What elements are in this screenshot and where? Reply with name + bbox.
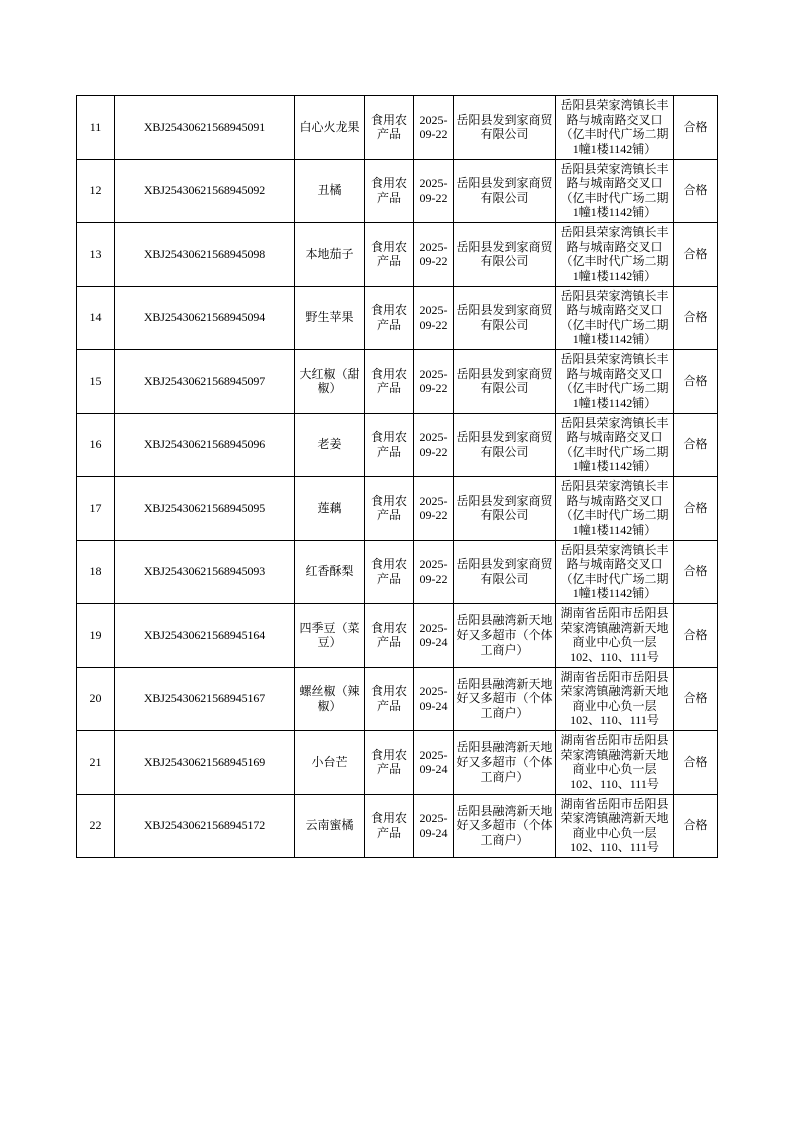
table-row (77, 350, 718, 414)
cell-index: 20 (77, 667, 115, 731)
cell-sampling-date: 2025-09-24 (414, 667, 454, 731)
cell-index: 12 (77, 159, 115, 223)
cell-sampling-date: 2025-09-24 (414, 731, 454, 795)
cell-company-address: 湖南省岳阳市岳阳县荣家湾镇融湾新天地商业中心负一层102、110、111号 (556, 731, 674, 795)
table-row (77, 223, 718, 287)
cell-company-name: 岳阳县发到家商贸有限公司 (454, 350, 556, 414)
cell-sampling-date: 2025-09-22 (414, 96, 454, 160)
cell-sample-name: 四季豆（菜豆） (295, 604, 365, 668)
cell-sample-code: XBJ25430621568945164 (115, 604, 295, 668)
cell-index: 16 (77, 413, 115, 477)
cell-sampling-date: 2025-09-22 (414, 477, 454, 541)
cell-sample-name: 野生苹果 (295, 286, 365, 350)
cell-company-address: 岳阳县荣家湾镇长丰路与城南路交叉口（亿丰时代广场二期1幢1楼1142铺） (556, 96, 674, 160)
cell-index: 14 (77, 286, 115, 350)
cell-index: 18 (77, 540, 115, 604)
cell-sample-name: 白心火龙果 (295, 96, 365, 160)
table-row (77, 477, 718, 541)
cell-company-address: 岳阳县荣家湾镇长丰路与城南路交叉口（亿丰时代广场二期1幢1楼1142铺） (556, 477, 674, 541)
cell-food-category: 食用农产品 (365, 96, 414, 160)
cell-sampling-date: 2025-09-22 (414, 350, 454, 414)
cell-sample-code: XBJ25430621568945096 (115, 413, 295, 477)
cell-index: 22 (77, 794, 115, 858)
cell-company-address: 岳阳县荣家湾镇长丰路与城南路交叉口（亿丰时代广场二期1幢1楼1142铺） (556, 223, 674, 287)
cell-company-address: 湖南省岳阳市岳阳县荣家湾镇融湾新天地商业中心负一层102、110、111号 (556, 604, 674, 668)
cell-sampling-date: 2025-09-24 (414, 794, 454, 858)
cell-inspection-result: 合格 (674, 159, 718, 223)
cell-sample-name: 云南蜜橘 (295, 794, 365, 858)
cell-sample-code: XBJ25430621568945172 (115, 794, 295, 858)
cell-index: 11 (77, 96, 115, 160)
cell-inspection-result: 合格 (674, 223, 718, 287)
cell-food-category: 食用农产品 (365, 667, 414, 731)
cell-sampling-date: 2025-09-22 (414, 223, 454, 287)
cell-company-address: 岳阳县荣家湾镇长丰路与城南路交叉口（亿丰时代广场二期1幢1楼1142铺） (556, 413, 674, 477)
table-row (77, 667, 718, 731)
cell-food-category: 食用农产品 (365, 286, 414, 350)
cell-company-address: 岳阳县荣家湾镇长丰路与城南路交叉口（亿丰时代广场二期1幢1楼1142铺） (556, 350, 674, 414)
table-row (77, 731, 718, 795)
cell-sample-name: 螺丝椒（辣椒） (295, 667, 365, 731)
cell-inspection-result: 合格 (674, 667, 718, 731)
cell-food-category: 食用农产品 (365, 794, 414, 858)
cell-food-category: 食用农产品 (365, 350, 414, 414)
table-row (77, 286, 718, 350)
cell-company-name: 岳阳县融湾新天地好又多超市（个体工商户） (454, 731, 556, 795)
cell-company-name: 岳阳县发到家商贸有限公司 (454, 413, 556, 477)
cell-company-address: 湖南省岳阳市岳阳县荣家湾镇融湾新天地商业中心负一层102、110、111号 (556, 794, 674, 858)
cell-food-category: 食用农产品 (365, 477, 414, 541)
cell-inspection-result: 合格 (674, 477, 718, 541)
cell-inspection-result: 合格 (674, 731, 718, 795)
cell-food-category: 食用农产品 (365, 159, 414, 223)
cell-sample-code: XBJ25430621568945097 (115, 350, 295, 414)
cell-company-address: 岳阳县荣家湾镇长丰路与城南路交叉口（亿丰时代广场二期1幢1楼1142铺） (556, 159, 674, 223)
cell-sampling-date: 2025-09-24 (414, 604, 454, 668)
cell-company-name: 岳阳县发到家商贸有限公司 (454, 540, 556, 604)
table-row (77, 794, 718, 858)
cell-index: 21 (77, 731, 115, 795)
table-body (77, 96, 718, 858)
cell-sample-name: 丑橘 (295, 159, 365, 223)
cell-company-name: 岳阳县发到家商贸有限公司 (454, 159, 556, 223)
cell-sample-code: XBJ25430621568945098 (115, 223, 295, 287)
table-row (77, 159, 718, 223)
cell-sample-code: XBJ25430621568945167 (115, 667, 295, 731)
table-row (77, 413, 718, 477)
cell-food-category: 食用农产品 (365, 731, 414, 795)
cell-sample-name: 本地茄子 (295, 223, 365, 287)
cell-company-name: 岳阳县发到家商贸有限公司 (454, 477, 556, 541)
cell-company-name: 岳阳县融湾新天地好又多超市（个体工商户） (454, 794, 556, 858)
cell-sample-code: XBJ25430621568945091 (115, 96, 295, 160)
cell-sampling-date: 2025-09-22 (414, 540, 454, 604)
cell-sample-code: XBJ25430621568945094 (115, 286, 295, 350)
cell-company-name: 岳阳县融湾新天地好又多超市（个体工商户） (454, 604, 556, 668)
cell-inspection-result: 合格 (674, 413, 718, 477)
cell-food-category: 食用农产品 (365, 223, 414, 287)
cell-inspection-result: 合格 (674, 96, 718, 160)
cell-sample-code: XBJ25430621568945093 (115, 540, 295, 604)
cell-sample-code: XBJ25430621568945169 (115, 731, 295, 795)
table-row (77, 604, 718, 668)
cell-company-name: 岳阳县发到家商贸有限公司 (454, 223, 556, 287)
cell-sample-code: XBJ25430621568945095 (115, 477, 295, 541)
cell-inspection-result: 合格 (674, 286, 718, 350)
cell-sampling-date: 2025-09-22 (414, 286, 454, 350)
cell-index: 15 (77, 350, 115, 414)
cell-sample-name: 小台芒 (295, 731, 365, 795)
cell-index: 19 (77, 604, 115, 668)
cell-company-name: 岳阳县发到家商贸有限公司 (454, 286, 556, 350)
cell-index: 17 (77, 477, 115, 541)
cell-inspection-result: 合格 (674, 540, 718, 604)
cell-sample-code: XBJ25430621568945092 (115, 159, 295, 223)
cell-company-address: 岳阳县荣家湾镇长丰路与城南路交叉口（亿丰时代广场二期1幢1楼1142铺） (556, 540, 674, 604)
cell-inspection-result: 合格 (674, 604, 718, 668)
cell-food-category: 食用农产品 (365, 540, 414, 604)
cell-sample-name: 大红椒（甜椒） (295, 350, 365, 414)
cell-sample-name: 莲藕 (295, 477, 365, 541)
cell-sampling-date: 2025-09-22 (414, 159, 454, 223)
cell-company-address: 湖南省岳阳市岳阳县荣家湾镇融湾新天地商业中心负一层102、110、111号 (556, 667, 674, 731)
cell-inspection-result: 合格 (674, 794, 718, 858)
cell-sample-name: 红香酥梨 (295, 540, 365, 604)
cell-food-category: 食用农产品 (365, 413, 414, 477)
cell-sample-name: 老姜 (295, 413, 365, 477)
cell-company-name: 岳阳县融湾新天地好又多超市（个体工商户） (454, 667, 556, 731)
cell-sampling-date: 2025-09-22 (414, 413, 454, 477)
table-row (77, 96, 718, 160)
cell-company-address: 岳阳县荣家湾镇长丰路与城南路交叉口（亿丰时代广场二期1幢1楼1142铺） (556, 286, 674, 350)
cell-food-category: 食用农产品 (365, 604, 414, 668)
sampling-inspection-table (76, 95, 718, 858)
cell-inspection-result: 合格 (674, 350, 718, 414)
cell-index: 13 (77, 223, 115, 287)
cell-company-name: 岳阳县发到家商贸有限公司 (454, 96, 556, 160)
table-row (77, 540, 718, 604)
